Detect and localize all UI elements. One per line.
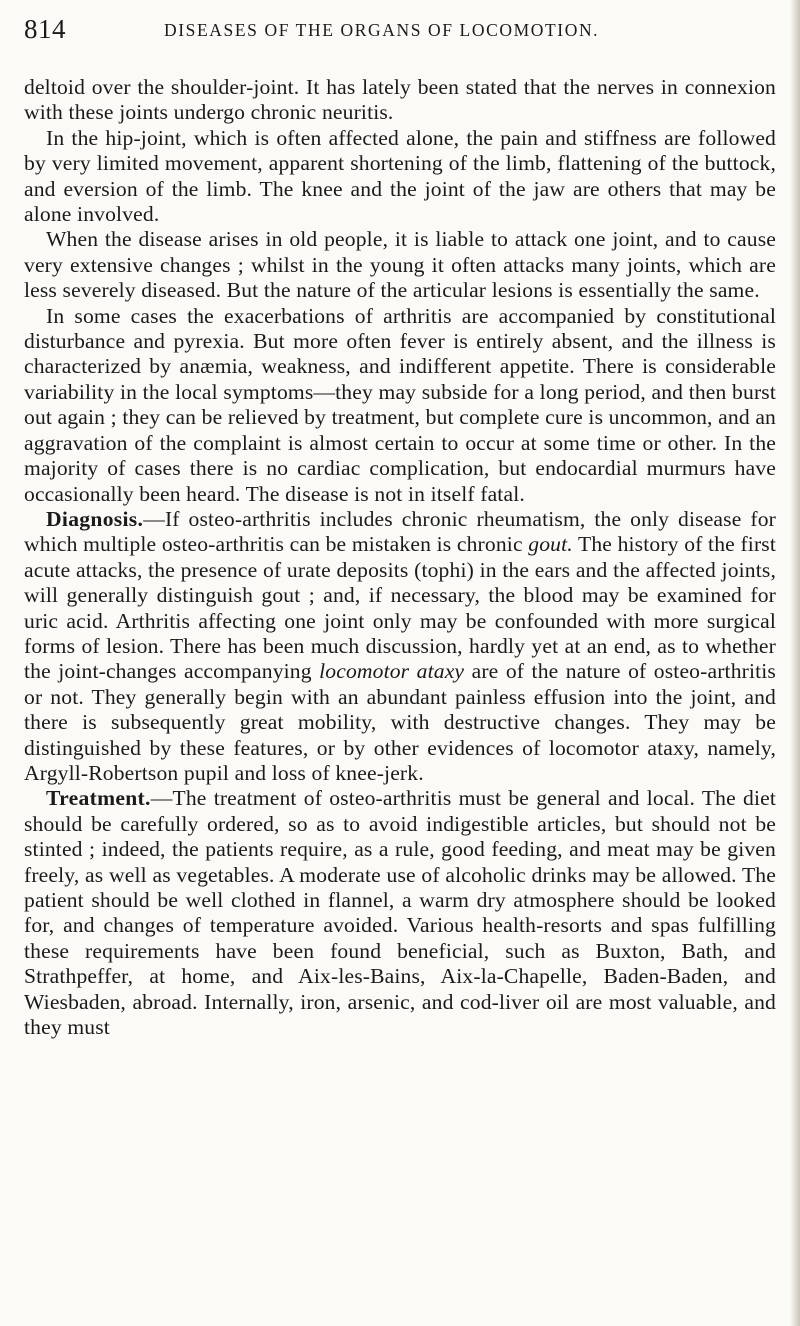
page-number: 814 <box>24 14 66 44</box>
treatment-text: —The treatment of osteo-arthritis must be general and local. The diet should be carefully ordered, so as to avoid indigestible articles, but should not be stinted ; indeed, the patients require, as a rule, good feeding, and meat may be given freely, as well as vegetables. A moderate use of alcoholic drinks may be allowed. The patient should be well clothed in flannel, a warm dry atmosphere should be looked for, and changes of temperature avoided. Various health-resorts and spas fulfilling these requirements have been found beneficial, such as Buxton, Bath, and Strathpeffer, at home, and Aix-les-Bains, Aix-la-Chapelle, Baden-Baden, and Wiesbaden, abroad. Internally, iron, arsenic, and cod-liver oil are most valuable, and they must <box>24 786 776 1040</box>
paragraph-old-people: When the disease arises in old people, it is liable to attack one joint, and to cause very extensive changes ; whilst in the young it often attacks many joints, which are less severely diseased. But the nature of the articular lesions is essentially the same. <box>24 227 776 303</box>
page-edge-shadow <box>790 0 800 1326</box>
paragraph-hip-joint: In the hip-joint, which is often affected alone, the pain and stiffness are followed by very limited movement, apparent shortening of the limb, flattening of the buttock, and eversion of the limb. The knee and the joint of the jaw are others that may be alone involved. <box>24 125 776 227</box>
treatment-heading: Treatment. <box>46 786 151 811</box>
diagnosis-term-gout: gout. <box>528 532 573 557</box>
diagnosis-term-locomotor-ataxy: locomotor ataxy <box>319 659 465 684</box>
diagnosis-text-3: are of the nature of osteo-arthritis or not. They generally begin with an abundant painless effusion into the joint, and there is subsequently great mobility, with destructive changes. They may be distinguished by these features, or by other evidences of locomotor ataxy, namely, Argyll-Robertson pupil and loss of knee-jerk. <box>24 659 776 785</box>
diagnosis-text-2: The history of the first acute attacks, the presence of urate deposits (tophi) in the ears and the affected joints, will generally distinguish gout ; and, if necessary, the blood may be examined for uric acid. Arthritis affecting one joint only may be confounded with more surgical forms of lesion. There has been much discussion, hardly yet at an end, as to whether the joint-changes accompanying <box>24 532 776 684</box>
paragraph-exacerbations: In some cases the exacerbations of arthritis are accompanied by constitutional disturbance and pyrexia. But more often fever is entirely absent, and the illness is characterized by anæmia, weakness, and indifferent appetite. There is considerable variability in the local symptoms—they may subside for a long period, and then burst out again ; they can be relieved by treatment, but complete cure is uncommon, and an aggravation of the complaint is almost certain to occur at some time or other. In the majority of cases there is no cardiac complication, but endocardial murmurs have occasionally been heard. The disease is not in itself fatal. <box>24 303 776 506</box>
diagnosis-heading: Diagnosis. <box>46 506 144 531</box>
paragraph-deltoid: deltoid over the shoulder-joint. It has lately been stated that the nerves in connexion with these joints undergo chronic neuritis. <box>24 75 776 125</box>
running-title: DISEASES OF THE ORGANS OF LOCOMOTION. <box>164 20 600 40</box>
paragraph-diagnosis <box>24 507 776 786</box>
page-header <box>24 14 776 50</box>
diagnosis-text-1: —If osteo-arthritis includes chronic rheumatism, the only disease for which multiple osteo-arthritis can be mistaken is chronic <box>24 506 776 557</box>
body-text <box>24 75 776 1040</box>
paragraph-treatment <box>24 786 776 1040</box>
